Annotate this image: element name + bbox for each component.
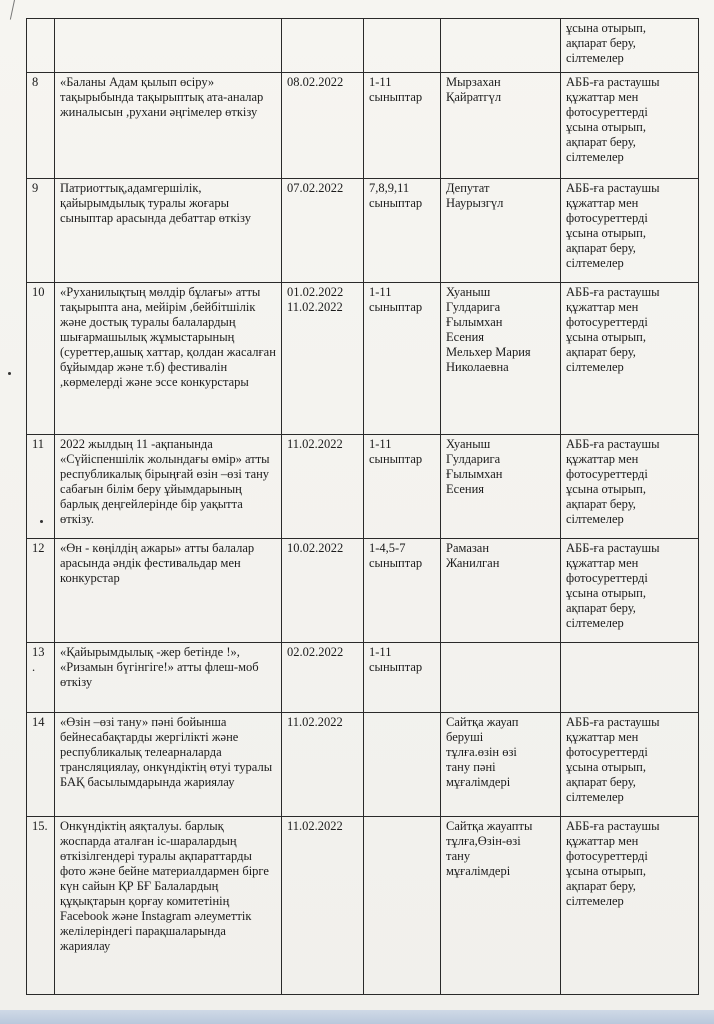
grade-cell — [364, 817, 441, 995]
event-cell: 2022 жылдың 11 -ақпанында «Сүйіспеншілік жолындағы өмір» атты республикалық бірыңғай өзін –өзі тану сабағын білім беру ұйымдарының барлық деңгейлерінде бір уақытта өткізу. — [55, 435, 282, 539]
table-row — [27, 73, 699, 179]
date-cell: 11.02.2022 — [282, 435, 364, 539]
scan-edge-strip — [0, 1010, 714, 1024]
row-number: 12 — [27, 539, 55, 643]
date-cell: 11.02.2022 — [282, 817, 364, 995]
row-number: 9 — [27, 179, 55, 283]
table-row — [27, 643, 699, 713]
row-number — [27, 19, 55, 73]
events-table — [26, 18, 699, 995]
page-fold-mark — [10, 0, 15, 20]
date-cell: 07.02.2022 — [282, 179, 364, 283]
event-cell: Онкүндіктің аяқталуы. барлық жоспарда аталған іс-шаралардың өткізілгендері туралы ақпараттарды фото және бейне материалдармен бірге күн сайын ҚР БҒ Балалардың құқықтарын қорғау комитетінің Facebook және Instagram әлеуметтік желілеріндегі парақшаларында жариялау — [55, 817, 282, 995]
row-number: 15. — [27, 817, 55, 995]
report-cell: АББ-ға растаушы құжаттар мен фотосуреттерді ұсына отырып, ақпарат беру, сілтемелер — [561, 179, 699, 283]
report-cell: АББ-ға растаушы құжаттар мен фотосуреттерді ұсына отырып, ақпарат беру, сілтемелер — [561, 713, 699, 817]
row-number: 13 . — [27, 643, 55, 713]
grade-cell — [364, 19, 441, 73]
responsible-cell: Депутат Наурызгүл — [441, 179, 561, 283]
event-cell: Патриоттық,адамгершілік, қайырымдылық туралы жоғары сыныптар арасында дебаттар өткізу — [55, 179, 282, 283]
report-cell: АББ-ға растаушы құжаттар мен фотосуреттерді ұсына отырып, ақпарат беру, сілтемелер — [561, 539, 699, 643]
table-row — [27, 179, 699, 283]
date-cell: 10.02.2022 — [282, 539, 364, 643]
table-row — [27, 435, 699, 539]
date-cell: 02.02.2022 — [282, 643, 364, 713]
responsible-cell: Хуаныш Гулдарига Ғылымхан Есения — [441, 435, 561, 539]
report-cell: АББ-ға растаушы құжаттар мен фотосуреттерді ұсына отырып, ақпарат беру, сілтемелер — [561, 283, 699, 435]
table-row — [27, 283, 699, 435]
grade-cell: 1-11 сыныптар — [364, 435, 441, 539]
table-row — [27, 817, 699, 995]
speck-mark — [8, 372, 11, 375]
date-cell: 08.02.2022 — [282, 73, 364, 179]
grade-cell: 1-11 сыныптар — [364, 643, 441, 713]
grade-cell: 1-11 сыныптар — [364, 283, 441, 435]
table-row — [27, 713, 699, 817]
report-cell: АББ-ға растаушы құжаттар мен фотосуреттерді ұсына отырып, ақпарат беру, сілтемелер — [561, 817, 699, 995]
report-cell: ұсына отырып, ақпарат беру, сілтемелер — [561, 19, 699, 73]
date-cell: 11.02.2022 — [282, 713, 364, 817]
table-row — [27, 539, 699, 643]
row-number: 11 — [27, 435, 55, 539]
event-cell — [55, 19, 282, 73]
responsible-cell — [441, 19, 561, 73]
responsible-cell: Рамазан Жанилган — [441, 539, 561, 643]
grade-cell: 1-4,5-7 сыныптар — [364, 539, 441, 643]
date-cell: 01.02.2022 11.02.2022 — [282, 283, 364, 435]
event-cell: «Өн - көңілдің ажары» атты балалар арасында әндік фестивальдар мен конкурстар — [55, 539, 282, 643]
event-cell: «Қайырымдылық -жер бетінде !», «Ризамын бүгінгіге!» атты флеш-моб өткізу — [55, 643, 282, 713]
event-cell: «Өзін –өзі тану» пәні бойынша бейнесабақтарды жергілікті және республикалық телеарналарда трансляциялау, онкүндіктің өтуі туралы БАҚ басылымдарында жариялау — [55, 713, 282, 817]
event-cell: «Баланы Адам қылып өсіру» тақырыбында тақырыптық ата-аналар жиналысын ,рухани әңгімелер өткізу — [55, 73, 282, 179]
grade-cell: 1-11 сыныптар — [364, 73, 441, 179]
event-cell: «Руханилықтың мөлдір бұлағы» атты тақырыпта ана, мейірім ,бейбітшілік және достық туралы балалардың шығармашылық жұмыстарының (суреттер,ашық хаттар, қолдан жасалған бұйымдар және т.б) фестивалін ,көрмелерді және эссе конкурстары — [55, 283, 282, 435]
report-cell: АББ-ға растаушы құжаттар мен фотосуреттерді ұсына отырып, ақпарат беру, сілтемелер — [561, 73, 699, 179]
row-number: 10 — [27, 283, 55, 435]
responsible-cell: Сайтқа жауапты тұлға,Өзін-өзі тану мұғалімдері — [441, 817, 561, 995]
responsible-cell — [441, 643, 561, 713]
responsible-cell: Мырзахан Қайратгүл — [441, 73, 561, 179]
grade-cell — [364, 713, 441, 817]
date-cell — [282, 19, 364, 73]
row-number: 8 — [27, 73, 55, 179]
row-number: 14 — [27, 713, 55, 817]
responsible-cell: Сайтқа жауап беруші тұлға.өзін өзі тану пәні мұғалімдері — [441, 713, 561, 817]
responsible-cell: Хуаныш Гулдарига Ғылымхан Есения Мельхер Мария Николаевна — [441, 283, 561, 435]
grade-cell: 7,8,9,11 сыныптар — [364, 179, 441, 283]
report-cell: АББ-ға растаушы құжаттар мен фотосуреттерді ұсына отырып, ақпарат беру, сілтемелер — [561, 435, 699, 539]
report-cell — [561, 643, 699, 713]
table-row — [27, 19, 699, 73]
